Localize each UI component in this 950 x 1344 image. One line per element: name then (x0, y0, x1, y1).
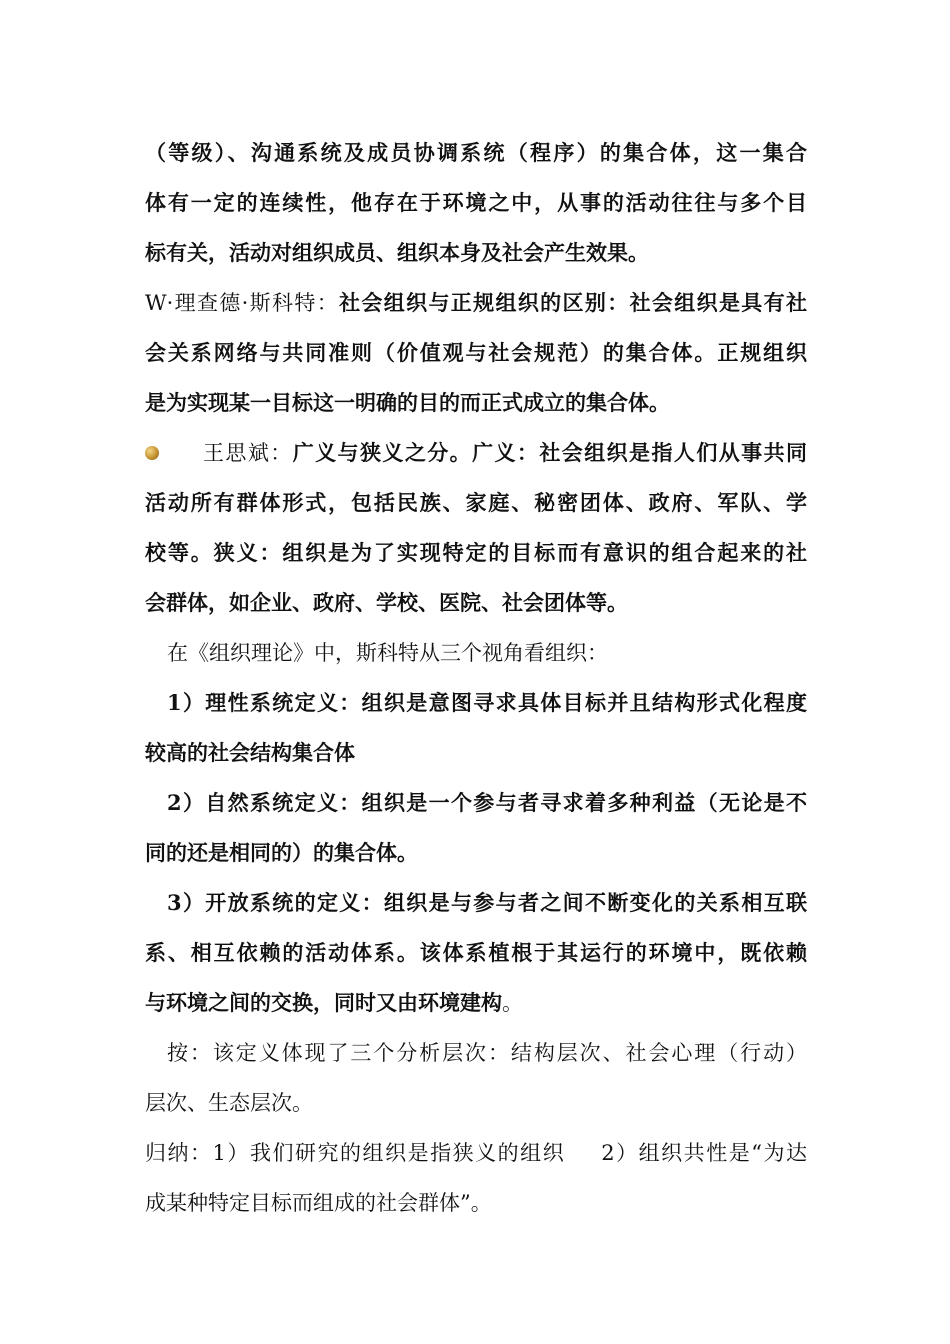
text-line-3: 标有关，活动对组织成员、组织本身及社会产生效果。 (145, 240, 649, 265)
text-line-18 (145, 978, 807, 1028)
text-line-17: 系、相互依赖的活动体系。该体系植根于其运行的环境中，既依赖 (145, 940, 807, 965)
text-line-9: 校等。狭义：组织是为了实现特定的目标而有意识的组合起来的社 (145, 540, 807, 565)
scott-name: W·理查德·斯科特： (145, 291, 340, 315)
text-line-10: 会群体，如企业、政府、学校、医院、社会团体等。 (145, 590, 628, 615)
text-line-5: 会关系网络与共同准则（价值观与社会规范）的集合体。正规组织 (145, 340, 807, 365)
open-system-period: 。 (502, 991, 523, 1015)
wang-definition: 广义与狭义之分。广义：社会组织是指人们从事共同 (292, 440, 808, 465)
wang-name: 王思斌： (203, 441, 293, 465)
text-line-21 (145, 1128, 807, 1178)
text-line-7 (145, 428, 807, 478)
text-line-12: 1）理性系统定义：组织是意图寻求具体目标并且结构形式化程度 (167, 690, 807, 715)
text-line-1: （等级）、沟通系统及成员协调系统（程序）的集合体，这一集合 (145, 140, 807, 165)
text-line-4 (145, 278, 807, 328)
text-line-6: 是为实现某一目标这一明确的目的而正式成立的集合体。 (145, 390, 670, 415)
scott-definition: 社会组织与正规组织的区别：社会组织是具有社 (339, 290, 808, 315)
summary-point-1: 归纳：1）我们研究的组织是指狭义的组织 (145, 1141, 566, 1165)
text-line-22: 成某种特定目标而组成的社会群体”。 (145, 1191, 492, 1215)
text-line-19: 按：该定义体现了三个分析层次：结构层次、社会心理（行动） (167, 1041, 807, 1065)
open-system-tail: 与环境之间的交换，同时又由环境建构 (145, 990, 502, 1015)
text-line-14: 2）自然系统定义：组织是一个参与者寻求着多种利益（无论是不 (167, 790, 807, 815)
text-line-11: 在《组织理论》中，斯科特从三个视角看组织： (167, 641, 608, 665)
document-body (145, 128, 807, 1228)
text-line-13: 较高的社会结构集合体 (145, 740, 355, 765)
summary-point-2: 2）组织共性是“为达 (601, 1141, 808, 1165)
text-line-15: 同的还是相同的）的集合体。 (145, 840, 418, 865)
text-line-16: 3）开放系统的定义：组织是与参与者之间不断变化的关系相互联 (167, 890, 807, 915)
text-line-20: 层次、生态层次。 (145, 1091, 313, 1115)
text-line-2: 体有一定的连续性，他存在于环境之中，从事的活动往往与多个目 (145, 190, 807, 215)
text-line-8: 活动所有群体形式，包括民族、家庭、秘密团体、政府、军队、学 (145, 490, 807, 515)
gold-sphere-bullet-icon (145, 446, 159, 460)
